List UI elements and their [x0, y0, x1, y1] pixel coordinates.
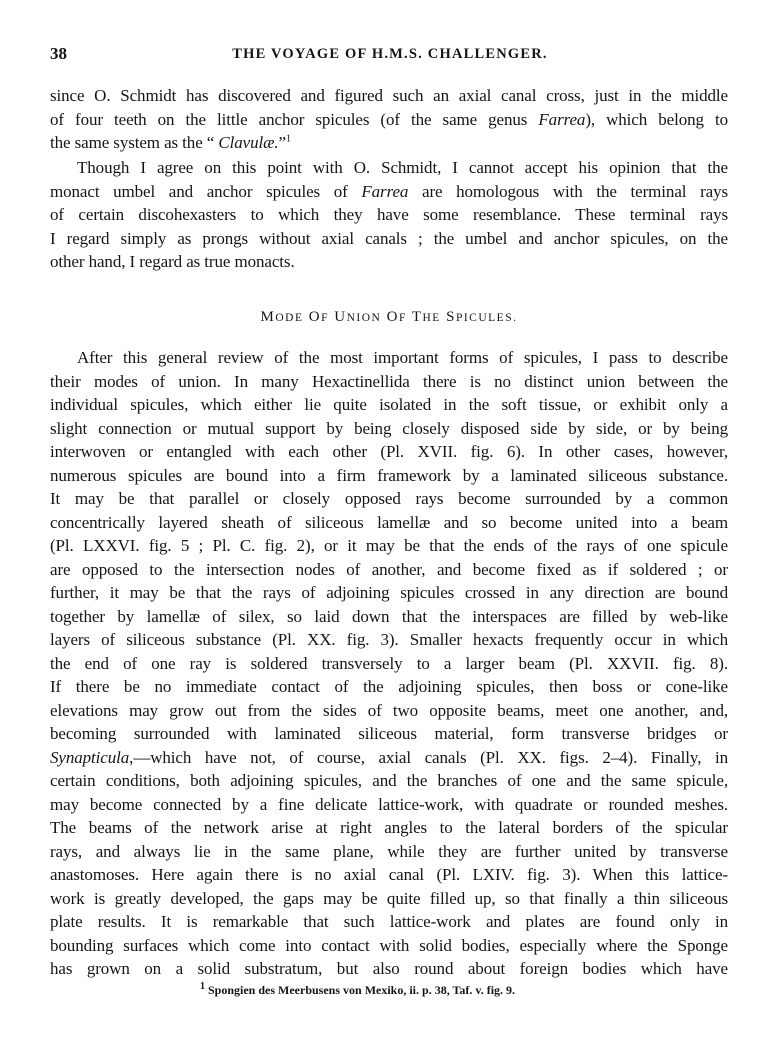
text-line: If there be no immediate contact of the adjoining spicules, then boss or cone-like — [50, 677, 728, 696]
text-line: further, it may be that the rays of adjoining spicules crossed in any direction are bound — [50, 583, 728, 602]
section-heading: MODE OF UNION OF THE SPICULES. — [260, 309, 518, 325]
text-line: individual spicules, which either lie quite isolated in the soft tissue, or exhibit only a — [50, 395, 728, 414]
text-line: After this general review of the most important forms of spicules, I pass to describe — [77, 348, 728, 367]
text-line: the same system as the “ Clavulæ.”$^1$ — [50, 133, 291, 152]
page-header — [50, 44, 730, 64]
term-italic: Synapticula — [50, 747, 130, 767]
paragraph-schmidt-opinion — [50, 156, 728, 274]
text-line: their modes of union. In many Hexactinellida there is no distinct union between the — [50, 371, 728, 391]
footnote — [200, 983, 515, 998]
term-italic: Clavulæ. — [218, 133, 279, 152]
text-line: together by lamellæ of silex, so laid down that the interspaces are filled by web-like — [50, 606, 728, 626]
text-line: slight connection or mutual support by being closely disposed side by side, or by being — [50, 418, 728, 438]
text-line: of four teeth on the little anchor spicules (of the same genus Farrea), which belong to — [50, 109, 728, 129]
text-line: concentrically layered sheath of siliceous lamellæ and so become united into a beam — [50, 512, 728, 532]
text-line: monact umbel and anchor spicules of Farrea are homologous with the terminal rays — [50, 181, 728, 201]
text-line: are opposed to the intersection nodes of another, and become fixed as if soldered ; or — [50, 559, 728, 579]
footnote-text: Spongien des Meerbusens von Mexiko, ii. p. 38, Taf. v. fig. 9. — [208, 983, 516, 997]
text-line: interwoven or entangled with each other (Pl. XVII. fig. 6). In other cases, however, — [50, 442, 728, 461]
footnote-reference: 1 — [285, 133, 291, 145]
genus-name: Farrea — [538, 109, 586, 129]
text-line: since O. Schmidt has discovered and figured such an axial canal cross, just in the middle — [50, 86, 728, 105]
text-line: plate results. It is remarkable that such lattice-work and plates are found only in — [50, 912, 728, 931]
text-line: numerous spicules are bound into a firm framework by a laminated siliceous substance. — [50, 465, 728, 485]
text-line: bounding surfaces which come into contact with solid bodies, especially where the Sponge — [50, 935, 728, 955]
text-line: of certain discohexasters to which they have some resemblance. These terminal rays — [50, 205, 728, 224]
text-line: other hand, I regard as true monacts. — [50, 252, 295, 271]
text-line: Though I agree on this point with O. Schmidt, I cannot accept his opinion that the — [77, 158, 728, 177]
text-line: elevations may grow out from the sides of two opposite beams, meet one another, and, — [50, 700, 728, 720]
text-line: may become connected by a fine delicate lattice-work, with quadrate or rounded meshes. — [50, 794, 728, 814]
genus-name: Farrea — [361, 181, 409, 201]
text-line: has grown on a solid substratum, but also round about foreign bodies which have — [50, 959, 728, 978]
paragraph-continuation — [50, 84, 728, 155]
text-line: I regard simply as prongs without axial canals ; the umbel and anchor spicules, on the — [50, 228, 728, 248]
paragraph-modes-of-union — [50, 346, 728, 981]
text-line: It may be that parallel or closely opposed rays become surrounded by a common — [50, 489, 728, 508]
text-line: rays, and always lie in the same plane, while they are further united by transverse — [50, 841, 728, 861]
text-line: Synapticula,—which have not, of course, axial canals (Pl. XX. figs. 2–4). Finally, in — [50, 747, 728, 767]
page-number: 38 — [50, 44, 67, 63]
text-line: The beams of the network arise at right angles to the lateral borders of the spicular — [50, 818, 728, 837]
text-line: layers of siliceous substance (Pl. XX. fig. 3). Smaller hexacts frequently occur in which — [50, 630, 728, 649]
text-line: anastomoses. Here again there is no axial canal (Pl. LXIV. fig. 3). When this lattice- — [50, 865, 728, 884]
running-title: THE VOYAGE OF H.M.S. CHALLENGER. — [232, 46, 548, 62]
text-line: becoming surrounded with laminated siliceous material, form transverse bridges or — [50, 724, 728, 743]
footnote-mark: 1 — [200, 981, 205, 992]
text-line: certain conditions, both adjoining spicules, and the branches of one and the same spicule, — [50, 771, 728, 790]
text-line: (Pl. LXXVI. fig. 5 ; Pl. C. fig. 2), or it may be that the ends of the rays of one spicule — [50, 536, 728, 555]
text-line: the end of one ray is soldered transversely to a larger beam (Pl. XXVII. fig. 8). — [50, 653, 728, 673]
text-line: work is greatly developed, the gaps may be quite filled up, so that finally a thin siliceous — [50, 888, 728, 908]
